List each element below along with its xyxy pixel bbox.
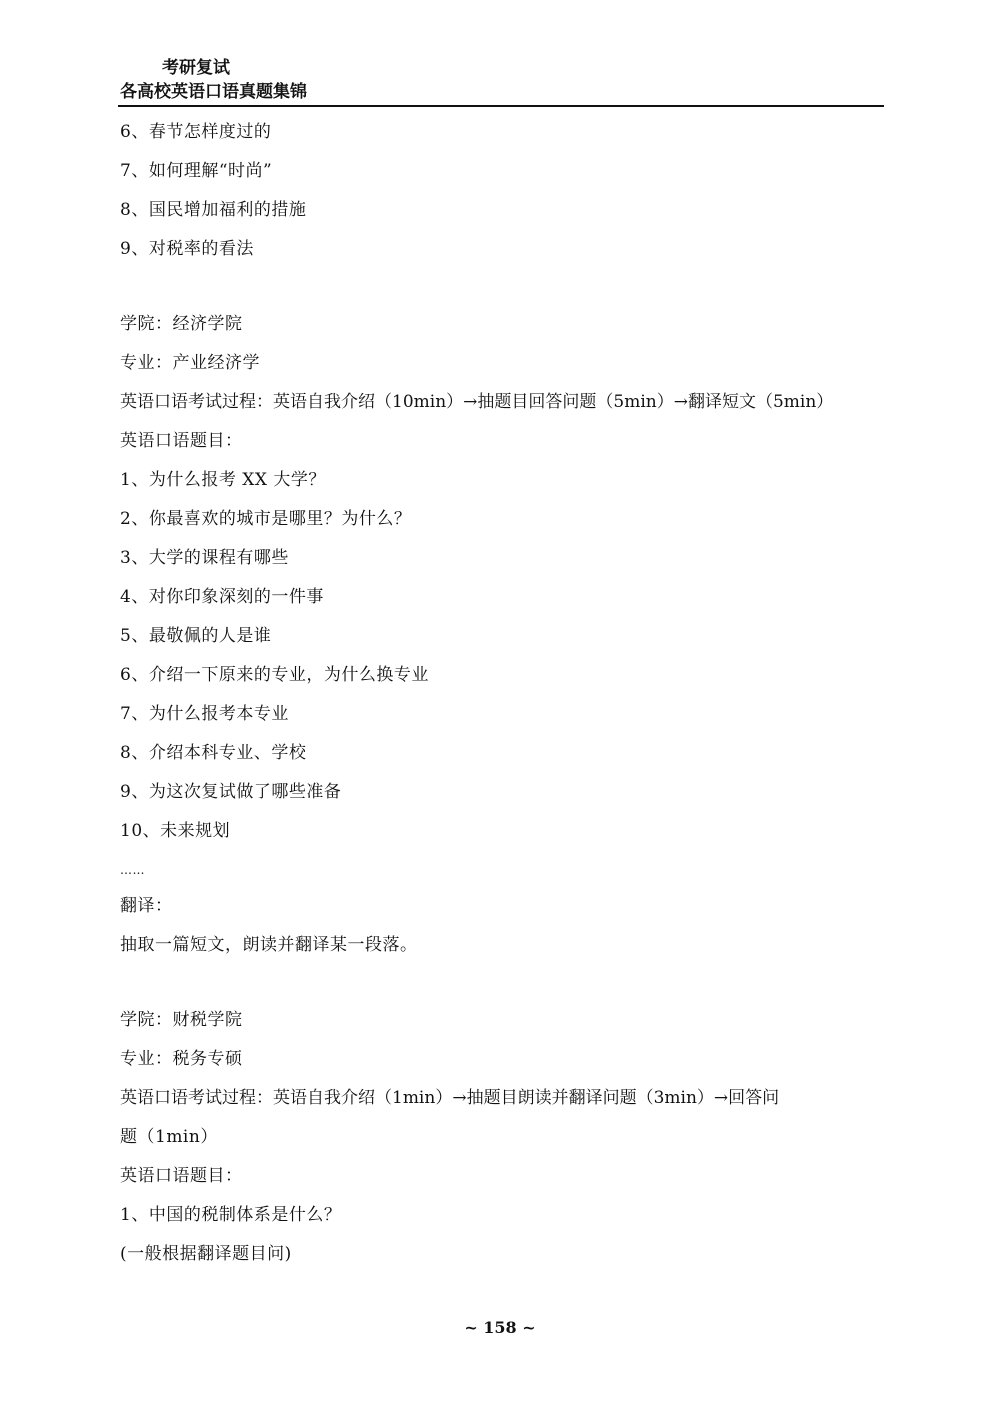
text-line: 英语口语考试过程：英语自我介绍（1min）→抽题目朗读并翻译问题（3min）→回答问 xyxy=(120,1088,780,1108)
text-line: 7、为什么报考本专业 xyxy=(120,704,289,724)
page-number: ~ 158 ~ xyxy=(464,1318,536,1337)
text-line: 专业：产业经济学 xyxy=(120,353,260,373)
text-line: 题（1min） xyxy=(120,1127,218,1147)
text-line: 5、最敬佩的人是谁 xyxy=(120,626,272,646)
text-line: 学院：经济学院 xyxy=(120,314,243,334)
text-line: 10、未来规划 xyxy=(120,821,231,841)
text-line: 9、为这次复试做了哪些准备 xyxy=(120,782,342,802)
text-line: 3、大学的课程有哪些 xyxy=(120,548,289,568)
text-line: 英语口语题目： xyxy=(120,1166,243,1186)
text-line: 6、春节怎样度过的 xyxy=(120,122,272,142)
text-line: 英语口语考试过程：英语自我介绍（10min）→抽题目回答问题（5min）→翻译短文（5min） xyxy=(120,392,834,412)
text-line: 7、如何理解“时尚” xyxy=(120,161,273,181)
text-line: 6、介绍一下原来的专业，为什么换专业 xyxy=(120,665,429,685)
text-line: 8、国民增加福利的措施 xyxy=(120,200,307,220)
text-line: 抽取一篇短文，朗读并翻译某一段落。 xyxy=(120,935,418,955)
page-header xyxy=(120,55,885,103)
text-line: 8、介绍本科专业、学校 xyxy=(120,743,307,763)
text-line: 2、你最喜欢的城市是哪里？为什么？ xyxy=(120,509,412,529)
text-line: 翻译： xyxy=(120,896,173,916)
text-line: …… xyxy=(120,863,145,877)
header-title: 考研复试 xyxy=(162,58,230,78)
text-line: 9、对税率的看法 xyxy=(120,239,254,259)
text-line: 1、中国的税制体系是什么？ xyxy=(120,1205,342,1225)
text-line: 英语口语题目： xyxy=(120,431,243,451)
text-line: 学院：财税学院 xyxy=(120,1010,243,1030)
header-rule xyxy=(118,105,884,107)
text-line: 专业：税务专硕 xyxy=(120,1049,243,1069)
header-subtitle: 各高校英语口语真题集锦 xyxy=(120,82,307,102)
text-line: (一般根据翻译题目问) xyxy=(120,1244,292,1264)
text-line: 1、为什么报考 XX 大学？ xyxy=(120,470,326,490)
text-line: 4、对你印象深刻的一件事 xyxy=(120,587,324,607)
